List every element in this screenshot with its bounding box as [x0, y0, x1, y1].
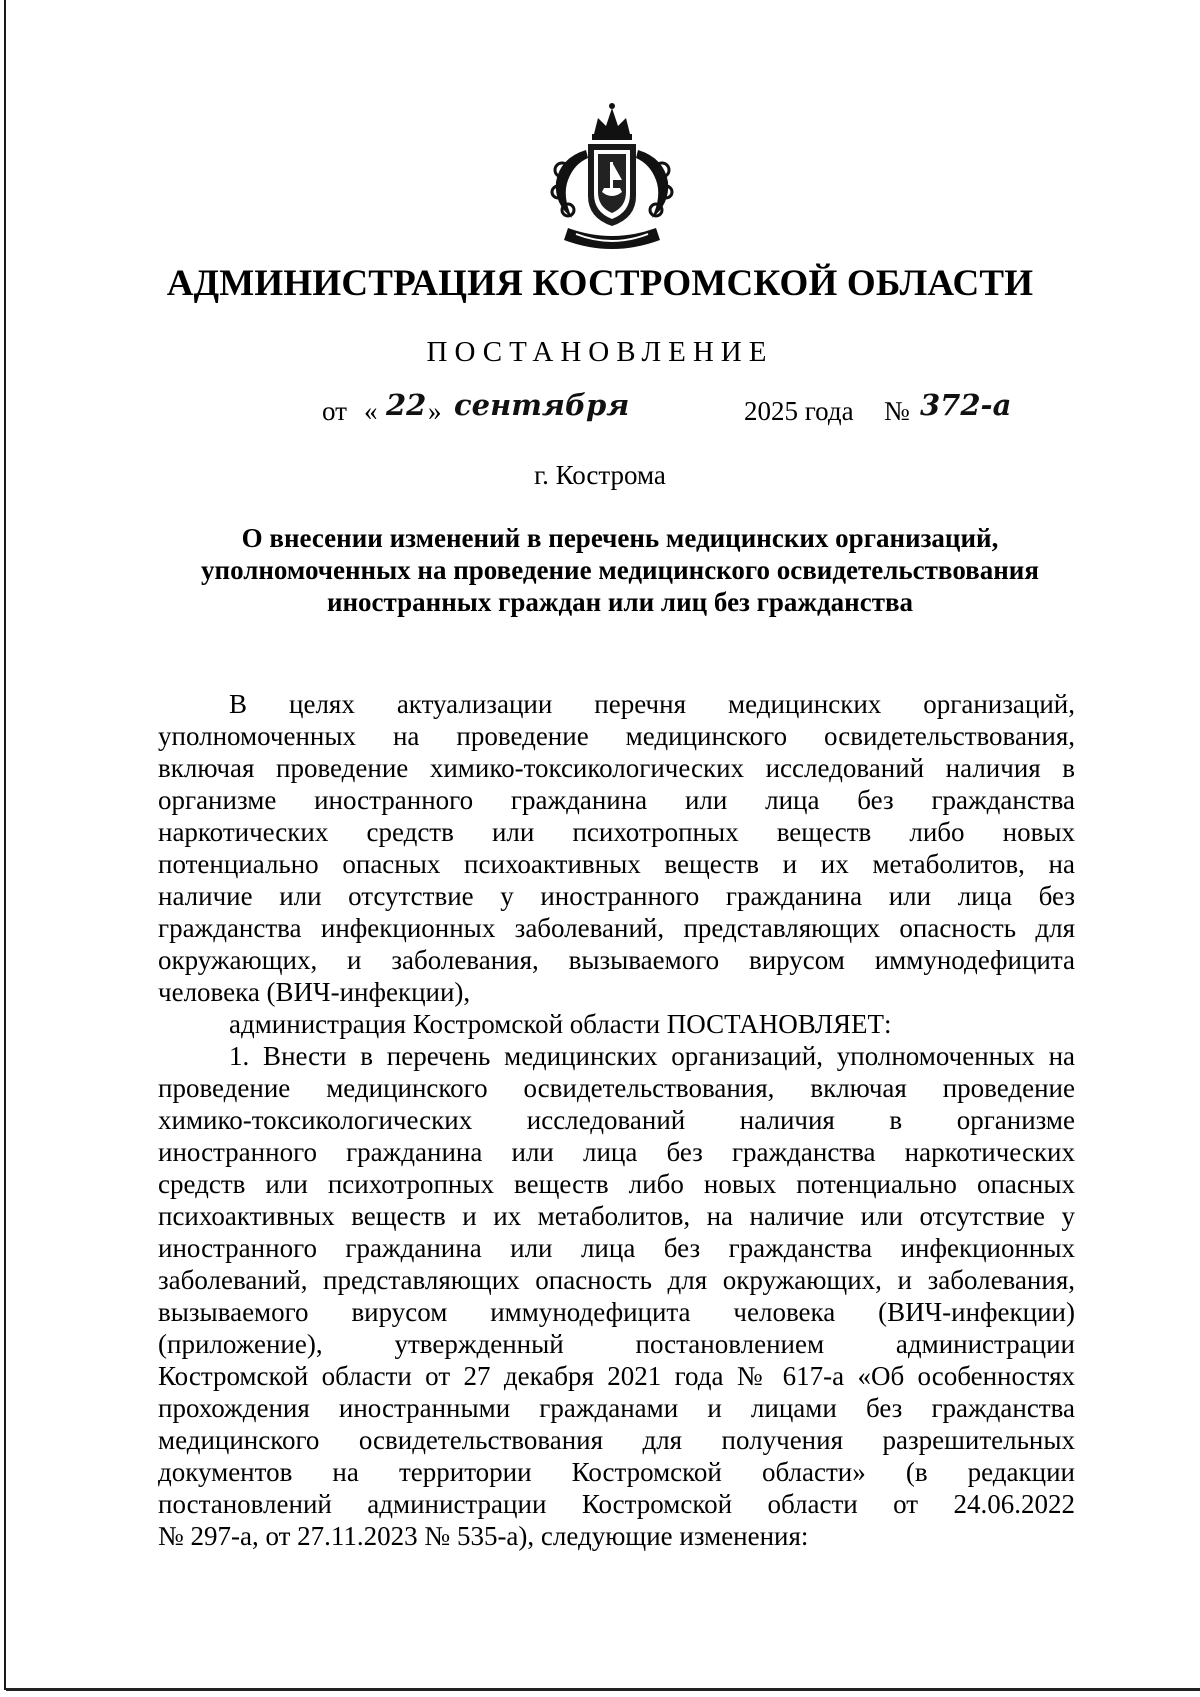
- body-line: (приложение), утвержденный постановлением администрации: [158, 1329, 1075, 1359]
- body-line: прохождения иностранными гражданами и лицами без гражданства: [158, 1393, 1075, 1423]
- body-line: иностранного гражданина или лица без гражданства инфекционных: [158, 1233, 1075, 1263]
- body-line: документов на территории Костромской области» (в редакции: [158, 1457, 1075, 1487]
- body-line: медицинского освидетельствования для получения разрешительных: [158, 1425, 1075, 1455]
- body-line: психоактивных веществ и их метаболитов, на наличие или отсутствие у: [158, 1201, 1075, 1231]
- body-line: наркотических средств или психотропных веществ либо новых: [158, 817, 1075, 847]
- body-line: администрация Костромской области ПОСТАНОВЛЯЕТ:: [229, 1009, 892, 1039]
- organization-title: АДМИНИСТРАЦИЯ КОСТРОМСКОЙ ОБЛАСТИ: [166, 263, 1034, 304]
- document-body: [158, 688, 1075, 1552]
- body-line: включая проведение химико-токсикологических исследований наличия в: [158, 753, 1075, 783]
- number-sign: №: [884, 396, 910, 426]
- date-number-line: [322, 388, 1042, 436]
- body-line: В целях актуализации перечня медицинских организаций,: [229, 689, 1075, 719]
- quote-open: «: [364, 396, 378, 426]
- body-line: Костромской области от 27 декабря 2021 года № 617-а «Об особенностях: [158, 1361, 1075, 1391]
- body-line: уполномоченных на проведение медицинского освидетельствования,: [158, 721, 1075, 751]
- subject-line: иностранных граждан или лиц без гражданства: [326, 587, 914, 617]
- date-prefix: от: [322, 396, 347, 426]
- body-line: средств или психотропных веществ либо новых потенциально опасных: [158, 1169, 1075, 1199]
- document-type: ПОСТАНОВЛЕНИЕ: [426, 336, 774, 368]
- body-line: вызываемого вирусом иммунодефицита человека (ВИЧ-инфекции): [158, 1297, 1075, 1327]
- body-line: № 297-а, от 27.11.2023 № 535-а), следующие изменения:: [158, 1521, 809, 1551]
- date-month-handwritten: сентября: [454, 388, 630, 422]
- scan-border-left: [4, 0, 6, 1690]
- scan-border-bottom: [6, 1688, 1200, 1691]
- body-line: химико-токсикологических исследований наличия в организме: [158, 1105, 1075, 1135]
- body-line: постановлений администрации Костромской области от 24.06.2022: [158, 1489, 1075, 1519]
- body-line: наличие или отсутствие у иностранного гражданина или лица без: [158, 881, 1075, 911]
- subject-line: уполномоченных на проведение медицинского освидетельствования: [201, 555, 1039, 585]
- body-line: заболеваний, представляющих опасность для окружающих, и заболевания,: [158, 1265, 1075, 1295]
- body-line: проведение медицинского освидетельствования, включая проведение: [158, 1073, 1075, 1103]
- quote-close: »: [428, 396, 442, 426]
- date-year: 2025 года: [744, 396, 854, 426]
- coat-of-arms-icon: [532, 100, 692, 260]
- body-line: иностранного гражданина или лица без гражданства наркотических: [158, 1137, 1075, 1167]
- subject-line: О внесении изменений в перечень медицинских организаций,: [241, 523, 999, 553]
- body-line: человека (ВИЧ-инфекции),: [158, 977, 471, 1007]
- body-line: 1. Внести в перечень медицинских организаций, уполномоченных на: [229, 1041, 1075, 1071]
- body-line: организме иностранного гражданина или лица без гражданства: [158, 785, 1075, 815]
- body-line: окружающих, и заболевания, вызываемого вирусом иммунодефицита: [158, 945, 1075, 975]
- body-line: потенциально опасных психоактивных веществ и их метаболитов, на: [158, 849, 1075, 879]
- date-day-handwritten: 22: [386, 388, 427, 422]
- city: г. Кострома: [534, 460, 666, 490]
- document-number-handwritten: 372-а: [920, 388, 1012, 422]
- document-subject: [160, 522, 1080, 618]
- body-line: гражданства инфекционных заболеваний, представляющих опасность для: [158, 913, 1075, 943]
